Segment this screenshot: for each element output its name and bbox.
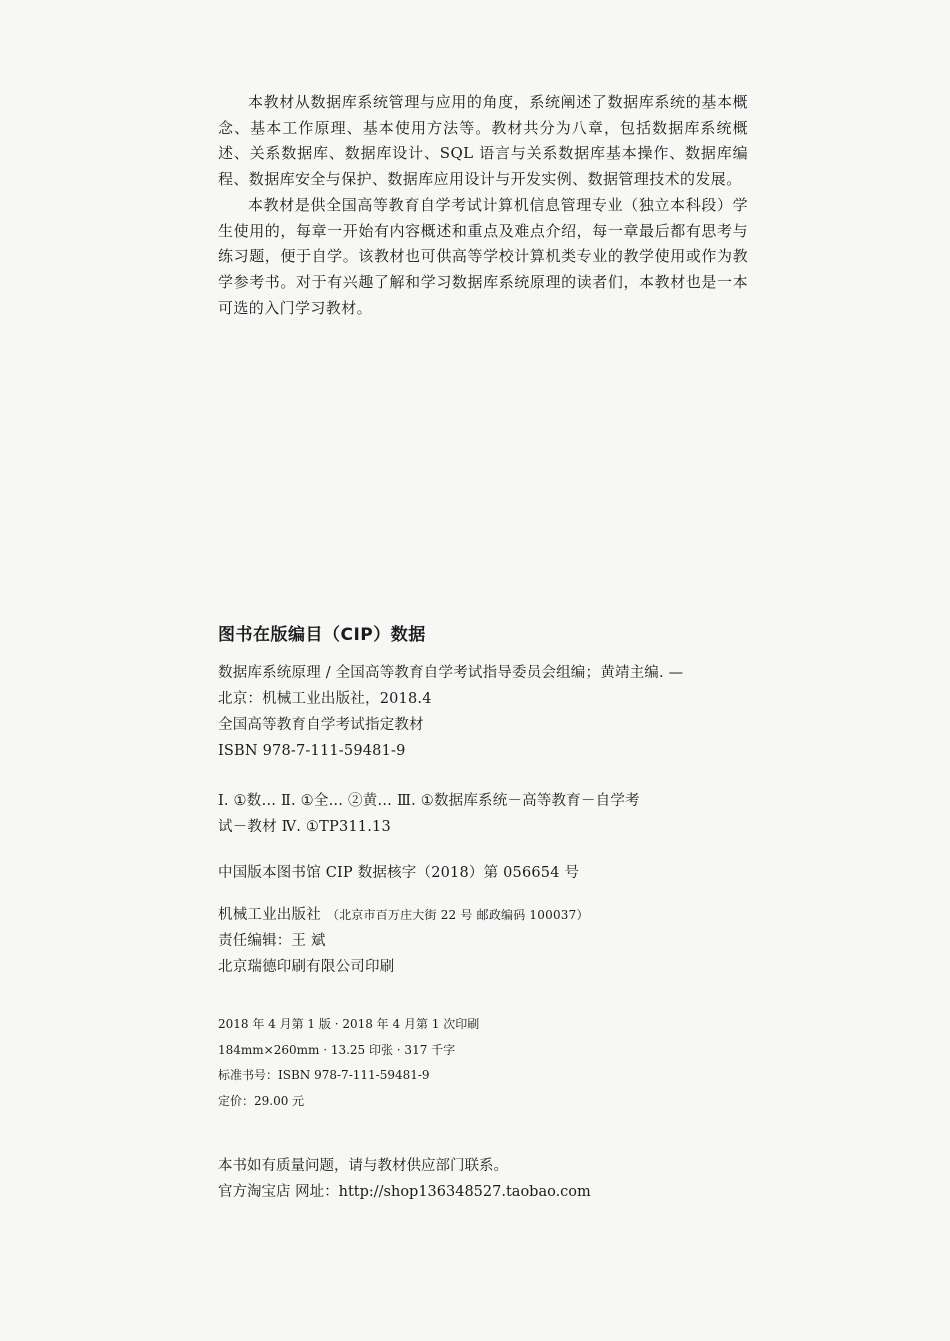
cip-class-line-1: Ⅰ. ①数… Ⅱ. ①全… ②黄… Ⅲ. ①数据库系统－高等教育－自学考 (218, 793, 640, 809)
cip-title-line: 数据库系统原理 / 全国高等教育自学考试指导委员会组编；黄靖主编. — (218, 665, 684, 681)
standard-isbn-line: 标准书号：ISBN 978-7-111-59481-9 (218, 1068, 430, 1082)
contact-info (218, 1153, 591, 1205)
publisher-line (218, 902, 758, 928)
cip-publication-line: 北京：机械工业出版社，2018.4 (218, 691, 432, 707)
cip-isbn-line: ISBN 978-7-111-59481-9 (218, 743, 406, 759)
price-line: 定价：29.00 元 (218, 1093, 305, 1108)
quality-notice: 本书如有质量问题，请与教材供应部门联系。 (218, 1158, 508, 1174)
publisher-info (218, 902, 758, 980)
cip-heading: 图书在版编目（CIP）数据 (218, 625, 426, 645)
cip-record (218, 660, 758, 764)
printer-line: 北京瑞德印刷有限公司印刷 (218, 959, 395, 975)
edition-line: 2018 年 4 月第 1 版 · 2018 年 4 月第 1 次印刷 (218, 1017, 480, 1031)
format-line: 184mm×260mm · 13.25 印张 · 317 千字 (218, 1042, 456, 1057)
publisher-name: 机械工业出版社 (218, 907, 321, 923)
cip-record-number (218, 860, 758, 886)
editor-line: 责任编辑：王 斌 (218, 933, 326, 949)
cip-series-line: 全国高等教育自学考试指定教材 (218, 717, 424, 733)
cip-classification (218, 788, 758, 840)
publisher-address: （北京市百万庄大街 22 号 邮政编码 100037） (326, 908, 589, 922)
printing-info (218, 1012, 479, 1114)
intro-paragraph-2: 本教材是供全国高等教育自学考试计算机信息管理专业（独立本科段）学生使用的，每章一开始有内容概述和重点及难点介绍，每一章最后都有思考与练习题，便于自学。该教材也可供高等学校计算机类专业的教学使用或作为教学参考书。对于有兴趣了解和学习数据库系统原理的读者们，本教材也是一本可选的入门学习教材。 (218, 195, 748, 317)
taobao-store-url: 官方淘宝店 网址：http://shop136348527.taobao.com (218, 1184, 591, 1200)
cip-number-line: 中国版本图书馆 CIP 数据核字（2018）第 056654 号 (218, 865, 580, 881)
cip-class-line-2: 试－教材 Ⅳ. ①TP311.13 (218, 819, 391, 835)
book-introduction (218, 90, 748, 321)
intro-paragraph-1: 本教材从数据库系统管理与应用的角度，系统阐述了数据库系统的基本概念、基本工作原理、基本使用方法等。教材共分为八章，包括数据库系统概述、关系数据库、数据库设计、SQL 语言与关系数据库基本操作、数据库编程、数据库安全与保护、数据库应用设计与开发实例、数据管理技术的发展。 (218, 93, 748, 189)
